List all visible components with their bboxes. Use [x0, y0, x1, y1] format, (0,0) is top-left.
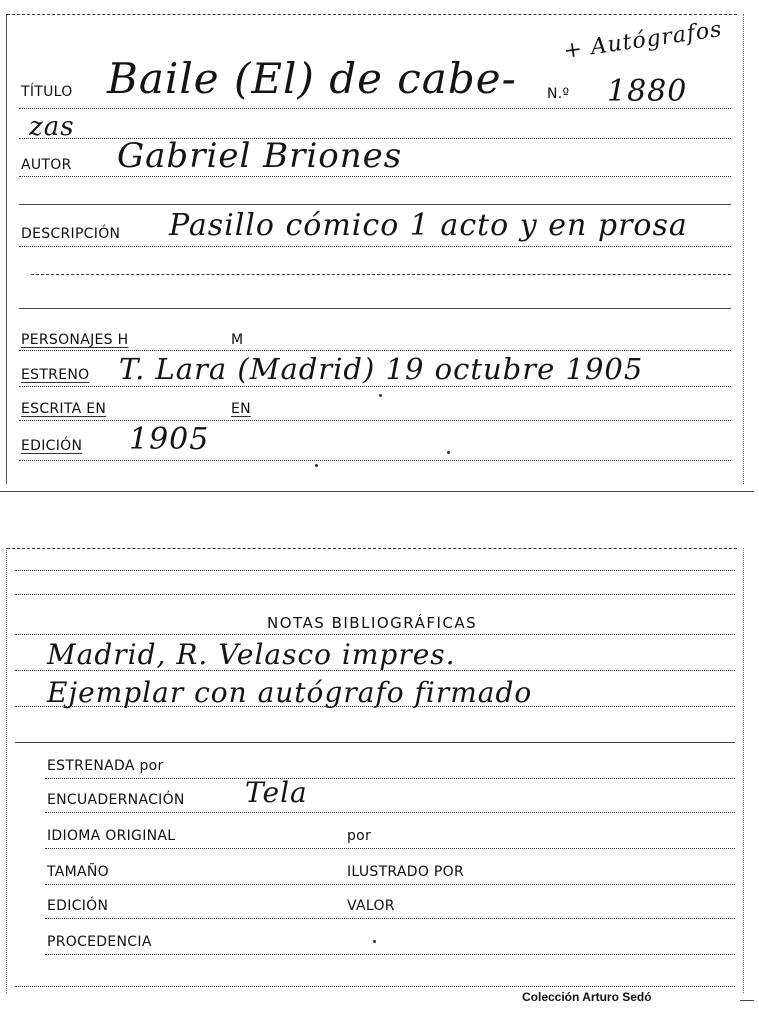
autor-value: Gabriel Briones	[117, 136, 403, 176]
notas-line-2: Ejemplar con autógrafo firmado	[47, 676, 533, 709]
titulo-value: Baile (El) de cabe-	[107, 54, 517, 103]
notas-heading: NOTAS BIBLIOGRÁFICAS	[267, 614, 478, 632]
back-edicion-label: EDICIÓN	[47, 898, 109, 914]
estreno-value: T. Lara (Madrid) 19 octubre 1905	[119, 352, 644, 386]
encuadernacion-label: ENCUADERNACIÓN	[47, 792, 185, 808]
edicion-label: EDICIÓN	[21, 438, 83, 454]
tamano-label: TAMAÑO	[47, 864, 109, 880]
valor-label: VALOR	[347, 898, 395, 914]
coleccion-stamp: Colección Arturo Sedó	[522, 990, 652, 1004]
m-label: M	[231, 332, 244, 348]
personajes-label: PERSONAJES H	[21, 332, 129, 348]
por-label: por	[347, 828, 372, 844]
numero-value: 1880	[607, 74, 688, 109]
procedencia-label: PROCEDENCIA	[47, 934, 152, 950]
estrenada-label: ESTRENADA por	[47, 758, 164, 774]
catalog-card-front	[6, 14, 744, 484]
escrita-label: ESCRITA EN	[21, 401, 107, 417]
encuadernacion-value: Tela	[245, 776, 308, 809]
descripcion-label: DESCRIPCIÓN	[21, 226, 121, 242]
notas-line-1: Madrid, R. Velasco impres.	[47, 638, 456, 671]
titulo-value-cont: zas	[29, 112, 75, 142]
estreno-label: ESTRENO	[21, 367, 90, 383]
idioma-label: IDIOMA ORIGINAL	[47, 828, 176, 844]
titulo-label: TÍTULO	[21, 84, 73, 100]
autor-label: AUTOR	[21, 157, 72, 173]
catalog-card-back	[6, 548, 744, 993]
ilustrado-label: ILUSTRADO POR	[347, 864, 464, 880]
en-label: EN	[231, 401, 251, 417]
descripcion-value: Pasillo cómico 1 acto y en prosa	[169, 208, 688, 243]
edicion-value: 1905	[129, 422, 210, 457]
autografos-note: + Autógrafos	[562, 16, 724, 65]
numero-label: N.º	[547, 86, 570, 102]
